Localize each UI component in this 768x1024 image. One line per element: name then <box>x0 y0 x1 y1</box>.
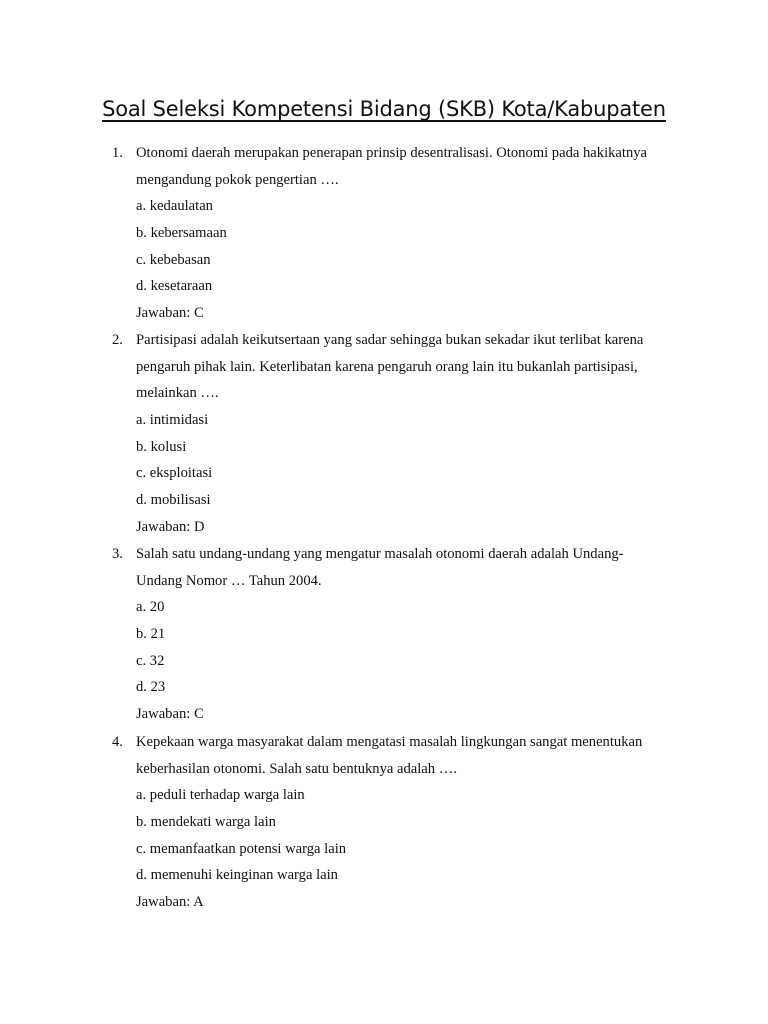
option-a: a. kedaulatan <box>136 198 213 215</box>
answer-option <box>100 411 680 438</box>
question-3 <box>100 545 680 732</box>
answer-option <box>100 652 680 679</box>
option-c: c. memanfaatkan potensi warga lain <box>136 840 347 857</box>
answer-option <box>100 438 680 465</box>
answer-key <box>100 304 680 331</box>
answer-option <box>100 464 680 491</box>
question-text-line <box>100 545 680 572</box>
question-number: 2. <box>112 332 123 348</box>
answer-key <box>100 893 680 920</box>
answer-key-text: Jawaban: A <box>136 894 204 911</box>
option-c: c. 32 <box>136 652 165 669</box>
option-d: d. kesetaraan <box>136 278 213 295</box>
option-b: b. kolusi <box>136 438 187 455</box>
answer-option <box>100 224 680 251</box>
question-1 <box>100 144 680 331</box>
option-a: a. 20 <box>136 599 165 616</box>
answer-option <box>100 866 680 893</box>
answer-key <box>100 518 680 545</box>
question-text: Partisipasi adalah keikutsertaan yang sadar sehingga bukan sekadar ikut terlibat karena <box>136 332 644 348</box>
answer-option <box>100 840 680 867</box>
question-number: 3. <box>112 546 123 562</box>
question-text-line <box>100 358 680 385</box>
option-a: a. intimidasi <box>136 412 209 429</box>
option-b: b. 21 <box>136 626 166 643</box>
question-text-line <box>100 572 680 599</box>
option-d: d. 23 <box>136 679 166 696</box>
option-c: c. kebebasan <box>136 251 211 268</box>
question-text-line <box>100 384 680 411</box>
question-text-line <box>100 733 680 760</box>
answer-option <box>100 598 680 625</box>
question-text: keberhasilan otonomi. Salah satu bentuknya adalah …. <box>136 760 457 777</box>
question-4 <box>100 733 680 920</box>
answer-option <box>100 251 680 278</box>
question-text-line <box>100 171 680 198</box>
answer-option <box>100 813 680 840</box>
question-text: pengaruh pihak lain. Keterlibatan karena pengaruh orang lain itu bukanlah partisipasi, <box>136 358 638 375</box>
option-d: d. mobilisasi <box>136 492 211 509</box>
question-text-line <box>100 144 680 171</box>
page-title-text: Soal Seleksi Kompetensi Bidang (SKB) Kota/Kabupaten <box>102 97 666 121</box>
answer-option <box>100 678 680 705</box>
question-text: mengandung pokok pengertian …. <box>136 171 339 188</box>
page-title <box>0 94 768 124</box>
answer-option <box>100 277 680 304</box>
question-number: 4. <box>112 734 123 750</box>
option-b: b. mendekati warga lain <box>136 814 276 831</box>
option-d: d. memenuhi keinginan warga lain <box>136 867 338 884</box>
option-b: b. kebersamaan <box>136 225 227 242</box>
answer-key-text: Jawaban: C <box>136 706 204 723</box>
answer-key-text: Jawaban: C <box>136 305 204 322</box>
answer-key <box>100 705 680 732</box>
question-text-line <box>100 331 680 358</box>
option-a: a. peduli terhadap warga lain <box>136 787 305 804</box>
question-text: Otonomi daerah merupakan penerapan prinsip desentralisasi. Otonomi pada hakikatnya <box>136 145 648 161</box>
question-text: Salah satu undang-undang yang mengatur masalah otonomi daerah adalah Undang- <box>136 546 624 562</box>
question-text-line <box>100 760 680 787</box>
question-text: melainkan …. <box>136 385 219 402</box>
answer-option <box>100 786 680 813</box>
answer-option <box>100 625 680 652</box>
question-text: Kepekaan warga masyarakat dalam mengatasi masalah lingkungan sangat menentukan <box>136 734 643 750</box>
question-number: 1. <box>112 145 123 161</box>
question-text: Undang Nomor … Tahun 2004. <box>136 572 322 589</box>
answer-option <box>100 491 680 518</box>
answer-key-text: Jawaban: D <box>136 518 205 535</box>
question-2 <box>100 331 680 545</box>
option-c: c. eksploitasi <box>136 465 213 482</box>
answer-option <box>100 197 680 224</box>
